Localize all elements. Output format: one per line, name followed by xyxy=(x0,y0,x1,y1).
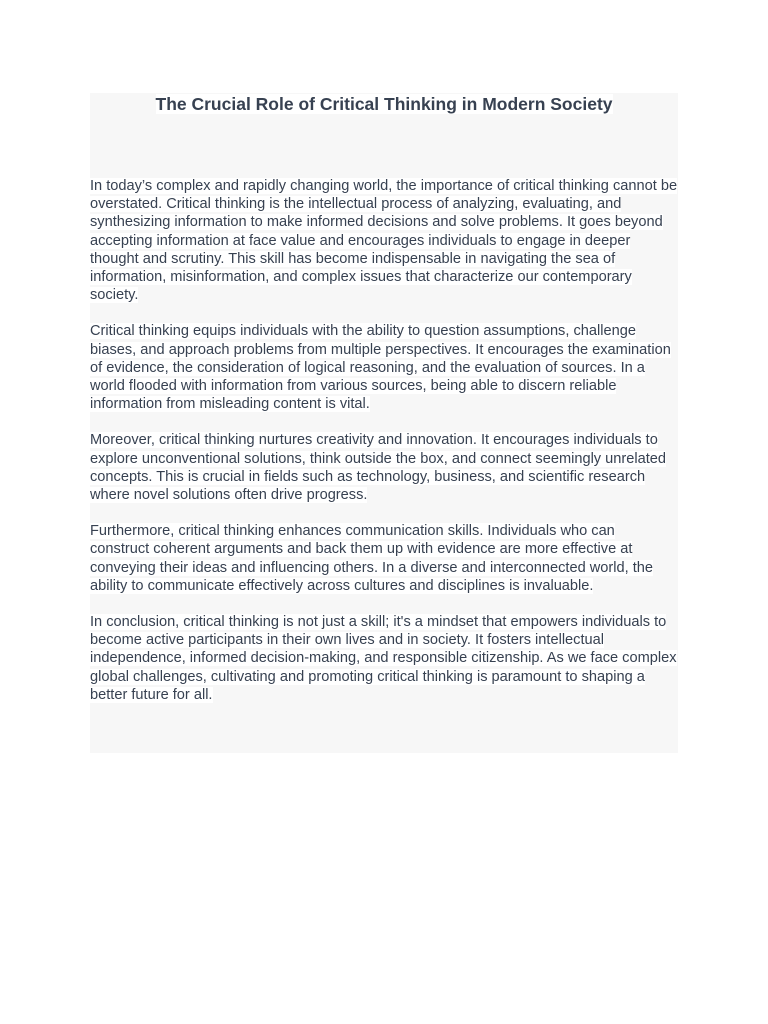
paragraph-1 xyxy=(90,177,678,304)
paragraph-3 xyxy=(90,431,678,504)
paragraph-5 xyxy=(90,613,678,704)
document-title xyxy=(90,93,678,116)
document-title-text: The Crucial Role of Critical Thinking in Modern Society xyxy=(155,94,613,114)
paragraph-2-text: Critical thinking equips individuals with the ability to question assumptions, challenge biases, and approach problems from multiple perspectives. It encourages the examination of evidence, the consideration of logical reasoning, and the evaluation of sources. In a world flooded with information from various sources, being able to discern reliable information from misleading content is vital. xyxy=(90,323,671,413)
paragraph-3-text: Moreover, critical thinking nurtures creativity and innovation. It encourages individuals to explore unconventional solutions, think outside the box, and connect seemingly unrelated concepts. This is crucial in fields such as technology, business, and scientific research where novel solutions often drive progress. xyxy=(90,432,667,504)
paragraph-5-text: In conclusion, critical thinking is not just a skill; it's a mindset that empowers individuals to become active participants in their own lives and in society. It fosters intellectual independence, informed decision-making, and responsible citizenship. As we face complex global challenges, cultivating and promoting critical thinking is paramount to shaping a better future for all. xyxy=(90,614,677,703)
document-content xyxy=(90,93,678,753)
paragraph-4-text: Furthermore, critical thinking enhances communication skills. Individuals who can construct coherent arguments and back them up with evidence are more effective at conveying their ideas and influencing others. In a diverse and interconnected world, the ability to communicate effectively across cultures and disciplines is invaluable. xyxy=(90,523,654,594)
document-body xyxy=(90,177,678,722)
paragraph-2 xyxy=(90,322,678,413)
paragraph-1-text: In today’s complex and rapidly changing world, the importance of critical thinking cannot be overstated. Critical thinking is the intellectual process of analyzing, evaluating, and synthesizing information to make informed decisions and solve problems. It goes beyond accepting information at face value and encourages individuals to engage in deeper thought and scrutiny. This skill has become indispensable in navigating the sea of information, misinformation, and complex issues that characterize our contemporary society. xyxy=(90,178,678,304)
paragraph-4 xyxy=(90,522,678,595)
